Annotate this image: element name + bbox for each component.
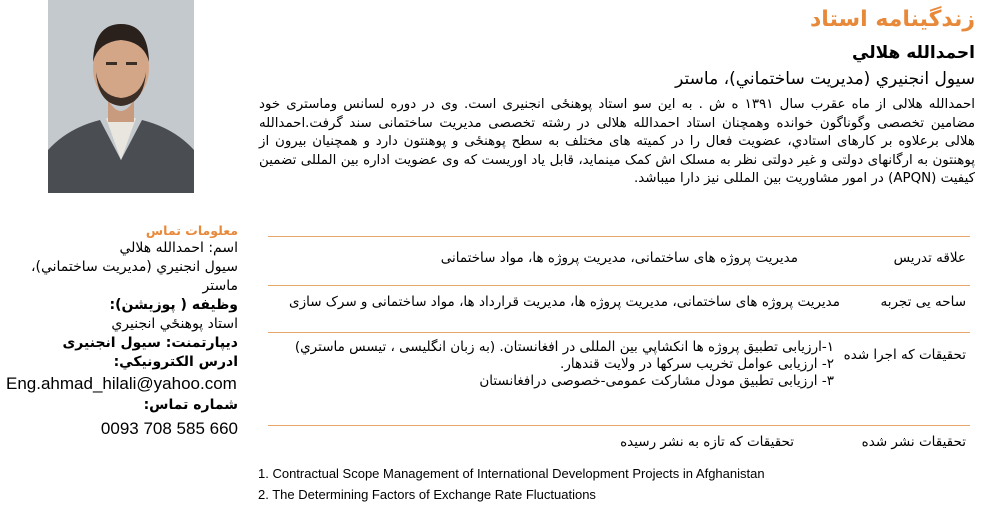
- info-table: [268, 236, 970, 450]
- contact-department: دیپارتمنت: سیول انجنیری: [62, 335, 238, 351]
- contact-section: [6, 223, 238, 441]
- contact-position-label: وظیفه ( پوزیشن):: [109, 297, 238, 313]
- page-heading: زندگینامه استاد: [810, 7, 975, 32]
- research-item: ۱-ارزیابی تطبیق پروژه ها انکشاپي بین المللی در افغانستان. (به زبان انگلیسی ، تیسس ماستري): [294, 339, 834, 355]
- row-teaching-interest: [268, 236, 970, 285]
- professor-name: احمدالله هلالي: [852, 43, 975, 63]
- row-value: مدیریت پروژه های ساختمانی، مدیریت پروژه ها، مواد ساختمانی: [440, 250, 798, 266]
- row-label: تحقیقات نشر شده: [861, 434, 966, 450]
- row-value: مدیریت پروژه های ساختمانی، مدیریت پروژه ها، مدیریت قرارداد ها، مواد ساختمانی و سرک سازی: [289, 294, 840, 310]
- bio-paragraph: احمدالله هلالی از ماه عقرب سال ۱۳۹۱ ه ش . به این سو استاد پوهنځی انجنیری است. وی در دوره لسانس وماستری خود مضامین تخصصی وگوناگون خوانده وهمچنان استاد احمدالله هلالی در رشته تخصصی مدیریت ساختمانی سند گرفت.احمدالله هلالی برعلاوه بر کارهای استادي، عضویت فعال را در کمیته های مختلف به سطح پوهنځی و پوهنتون دارد و همچنیان بیرون از پوهنتون به ارگانهای دولتی و غیر دولتی نظر به مسلک اش کمک مینماید، قابل یاد اوریست که وی عضویت اداره بین المللی تضمین کیفیت (APQN) در امور مشاوریت بین المللی نیز دارا میباشد.: [259, 97, 975, 187]
- professor-degree: سیول انجنیري (مدیریت ساختماني)، ماستر: [675, 69, 975, 89]
- contact-phone: 0093 708 585 660: [100, 419, 238, 438]
- contact-position-value: استاد پوهنځي انجنیري: [111, 316, 238, 332]
- publication-item: 2. The Determining Factors of Exchange Rate Fluctuations: [258, 487, 596, 502]
- profile-photo: [48, 0, 194, 193]
- research-item: ۳- ارزیابی تطبیق مودل مشارکت عمومی-خصوصی درافغانستان: [479, 373, 834, 389]
- research-list: [268, 339, 834, 390]
- bio-section: [255, 6, 975, 189]
- contact-name: اسم: احمدالله هلالي: [119, 240, 238, 256]
- contact-field: سیول انجنیري (مدیریت ساختماني)، ماستر: [30, 259, 238, 294]
- contact-title: معلومات تماس: [145, 223, 238, 238]
- row-label: علاقه تدریس: [893, 250, 966, 266]
- contact-email-link[interactable]: Eng.ahmad_hilali@yahoo.com: [6, 374, 237, 393]
- portrait-image: [48, 0, 194, 193]
- row-label: تحقیقات که اجرا شده: [843, 347, 966, 363]
- row-experience: [268, 285, 970, 332]
- contact-email-label: ادرس الکترونیکي:: [113, 354, 238, 370]
- research-item: ۲- ارزیابی عوامل تخریب سرکها در ولایت قندهار.: [560, 356, 834, 372]
- contact-phone-label: شماره تماس:: [143, 397, 238, 413]
- row-conducted-research: [268, 332, 970, 425]
- publications-list: [258, 463, 765, 505]
- publication-item: 1. Contractual Scope Management of International Development Projects in Afghanistan: [258, 466, 765, 481]
- row-published-research: [268, 425, 970, 450]
- row-value: تحقیقات که تازه به نشر رسیده: [620, 434, 794, 450]
- row-label: ساحه یی تجربه: [880, 294, 966, 310]
